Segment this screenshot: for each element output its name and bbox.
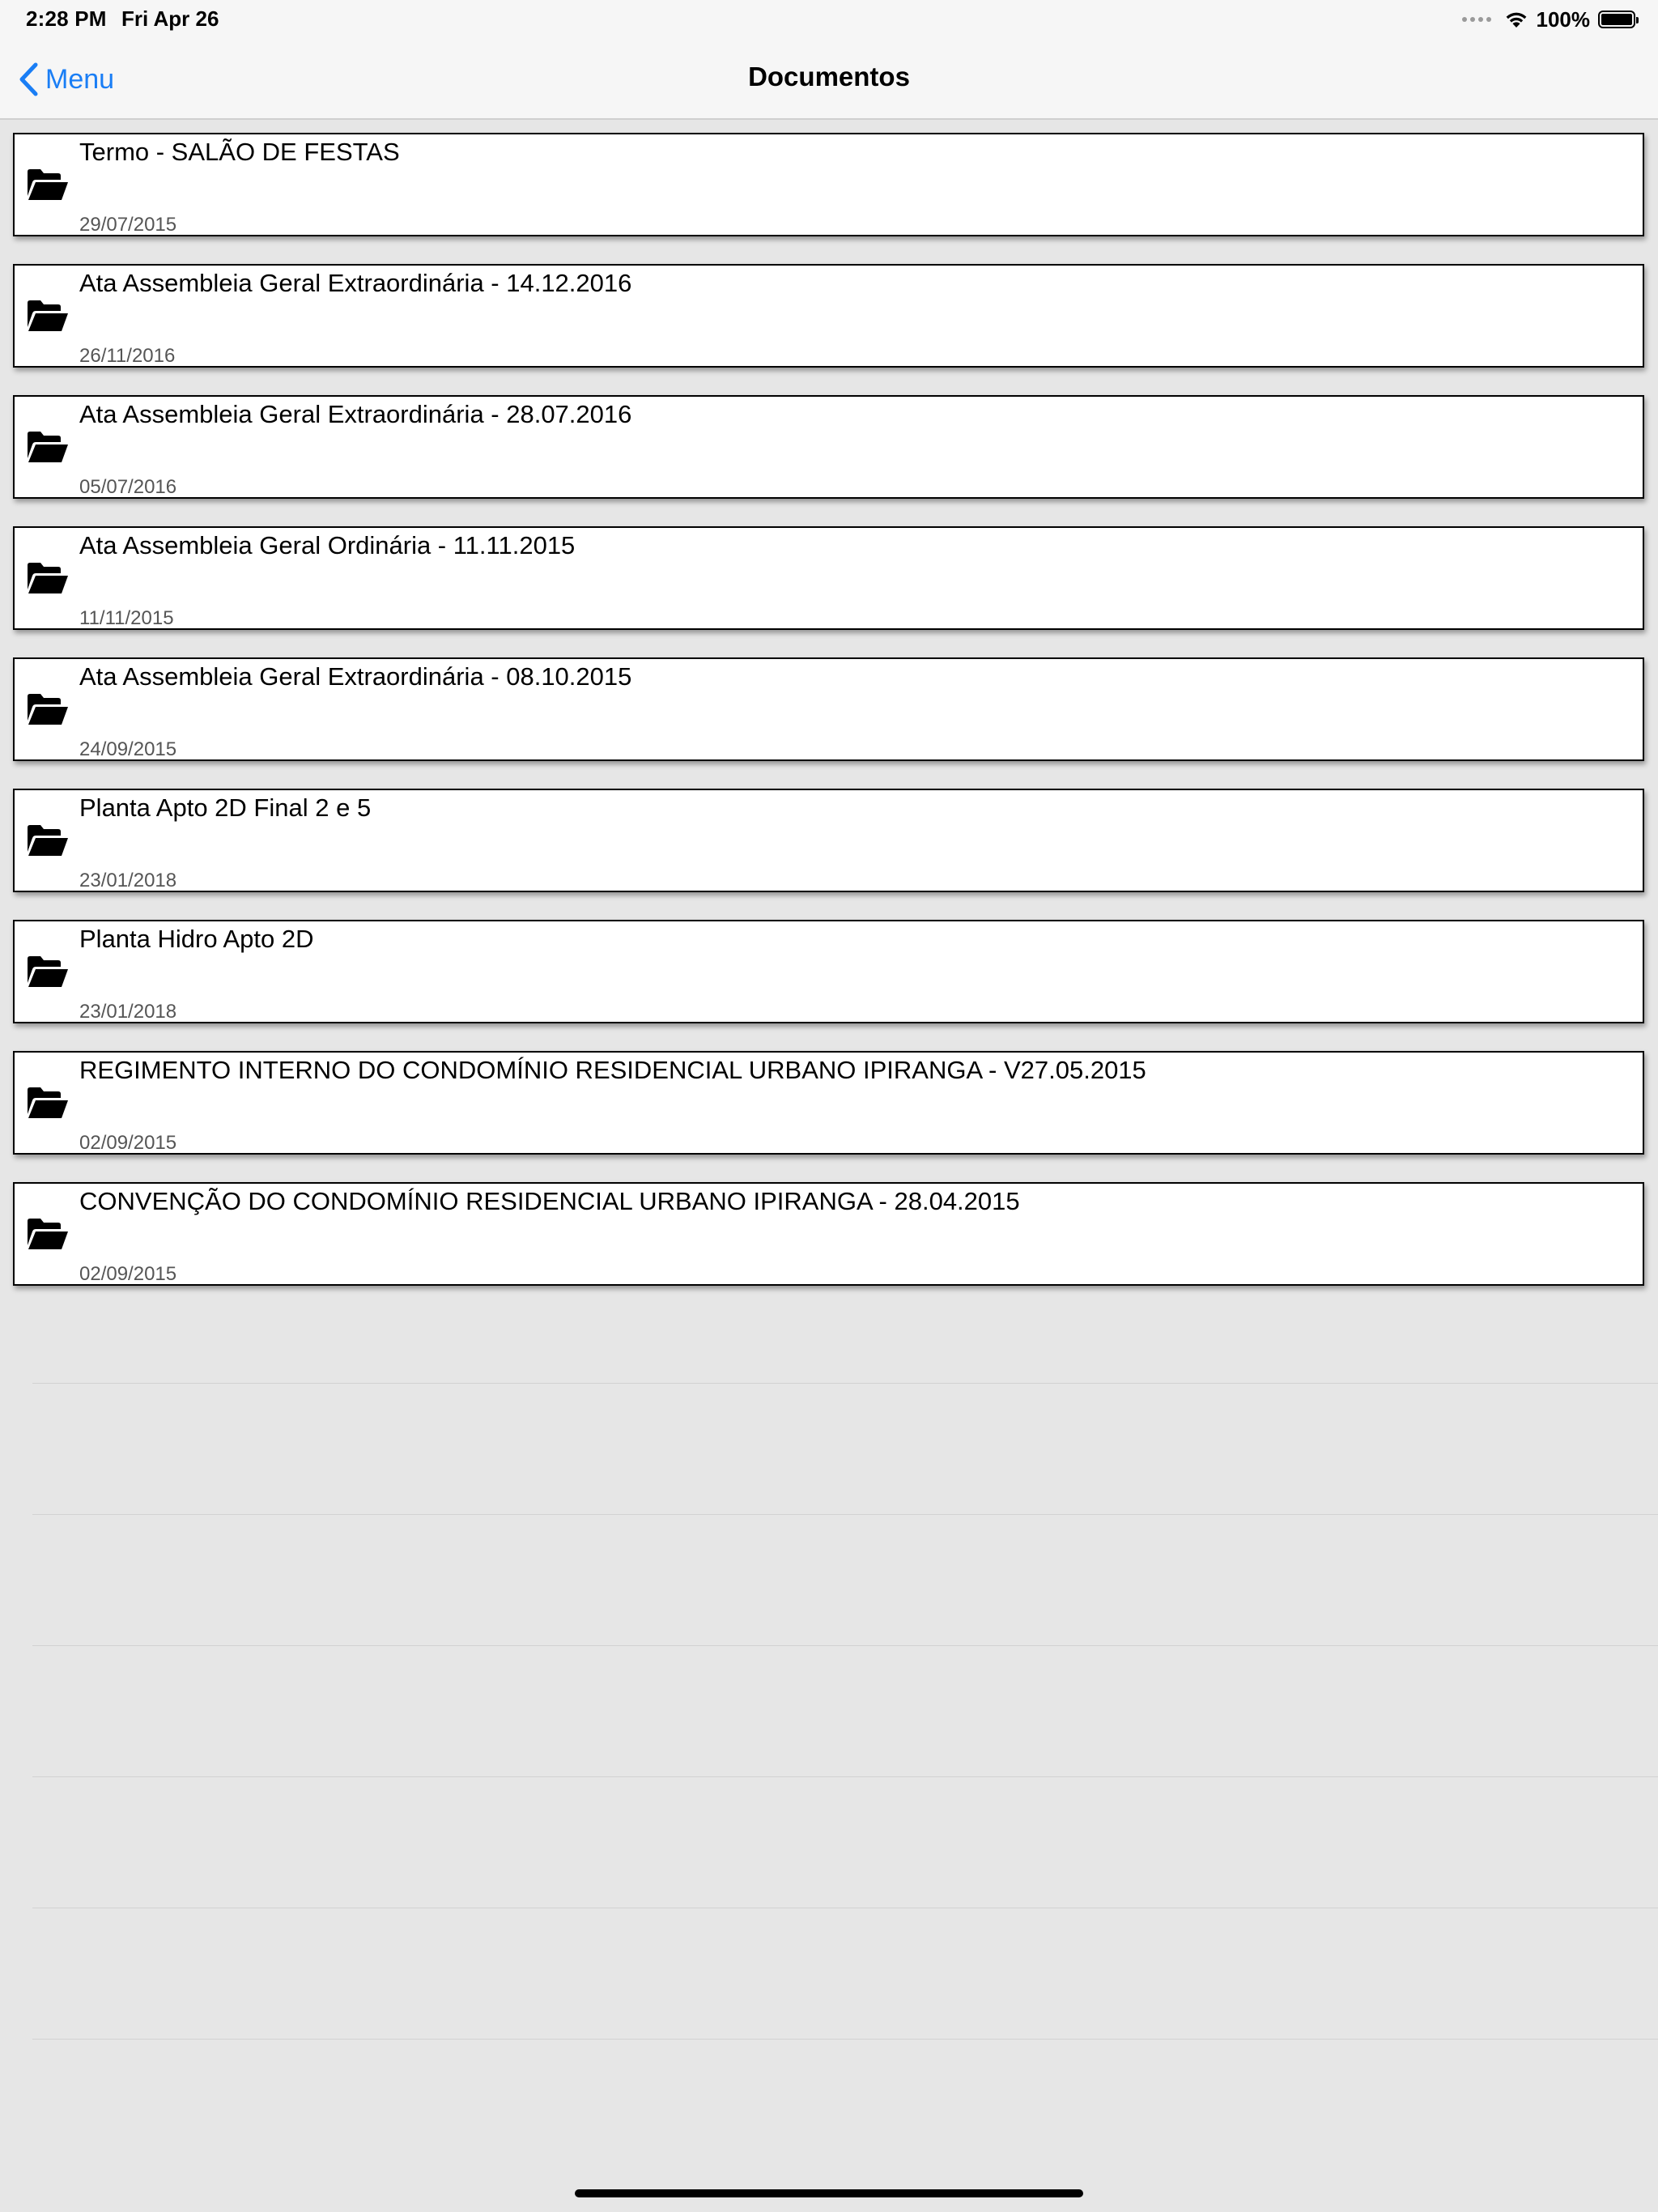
back-button-label: Menu [45, 63, 115, 95]
status-time: 2:28 PM [26, 6, 107, 31]
document-date: 11/11/2015 [79, 607, 174, 629]
document-item[interactable] [13, 264, 1644, 368]
folder-open-icon [26, 1085, 70, 1121]
folder-open-icon [26, 1216, 70, 1252]
document-item[interactable] [13, 395, 1644, 499]
document-title: Planta Hidro Apto 2D [79, 925, 314, 953]
document-title: CONVENÇÃO DO CONDOMÍNIO RESIDENCIAL URBANO IPIRANGA - 28.04.2015 [79, 1187, 1020, 1215]
page-title: Documentos [748, 62, 910, 91]
folder-open-icon [26, 691, 70, 727]
wifi-icon [1504, 10, 1528, 29]
document-title: REGIMENTO INTERNO DO CONDOMÍNIO RESIDENCIAL URBANO IPIRANGA - V27.05.2015 [79, 1056, 1146, 1084]
status-date: Fri Apr 26 [121, 6, 219, 31]
status-indicators [1462, 6, 1636, 32]
battery-icon [1598, 11, 1635, 28]
document-item[interactable] [13, 133, 1644, 236]
document-title: Termo - SALÃO DE FESTAS [79, 138, 400, 166]
row-separator [32, 2039, 1658, 2040]
row-separator [32, 1383, 1658, 1384]
document-date: 29/07/2015 [79, 214, 177, 236]
document-item[interactable] [13, 789, 1644, 892]
document-item[interactable] [13, 657, 1644, 761]
home-indicator[interactable] [575, 2189, 1083, 2197]
document-title: Planta Apto 2D Final 2 e 5 [79, 793, 372, 822]
folder-open-icon [26, 167, 70, 202]
document-date: 23/01/2018 [79, 870, 177, 891]
document-date: 02/09/2015 [79, 1132, 177, 1154]
document-date: 05/07/2016 [79, 476, 177, 498]
document-date: 23/01/2018 [79, 1001, 177, 1023]
row-separator [32, 1645, 1658, 1646]
document-item[interactable] [13, 1051, 1644, 1155]
row-separator [32, 1776, 1658, 1777]
document-title: Ata Assembleia Geral Extraordinária - 28.07.2016 [79, 400, 632, 428]
cellular-signal-icon [1462, 17, 1491, 22]
document-date: 26/11/2016 [79, 345, 176, 367]
row-separator [32, 1514, 1658, 1515]
folder-open-icon [26, 823, 70, 858]
battery-percentage: 100% [1536, 6, 1590, 32]
document-title: Ata Assembleia Geral Extraordinária - 08.10.2015 [79, 662, 632, 691]
document-date: 24/09/2015 [79, 738, 177, 760]
document-title: Ata Assembleia Geral Ordinária - 11.11.2015 [79, 531, 576, 559]
folder-open-icon [26, 298, 70, 334]
document-item[interactable] [13, 1182, 1644, 1286]
folder-open-icon [26, 954, 70, 989]
status-bar [0, 0, 1658, 39]
document-item[interactable] [13, 920, 1644, 1023]
folder-open-icon [26, 560, 70, 596]
document-item[interactable] [13, 526, 1644, 630]
document-title: Ata Assembleia Geral Extraordinária - 14.12.2016 [79, 269, 632, 297]
document-date: 02/09/2015 [79, 1263, 177, 1285]
folder-open-icon [26, 429, 70, 465]
navigation-bar [0, 39, 1658, 120]
